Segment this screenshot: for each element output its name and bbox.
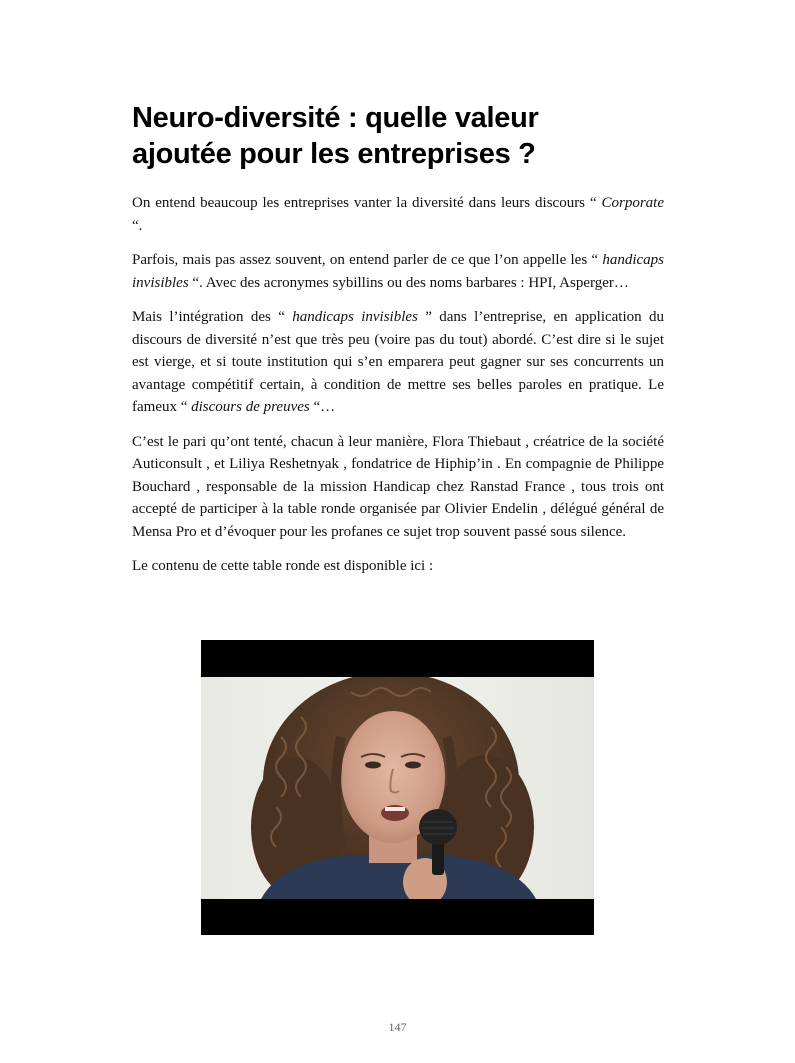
paragraph-2-text-a: Parfois, mais pas assez souvent, on entend parler de ce que l’on appelle les “	[132, 252, 603, 268]
title-line-1: Neuro-diversité : quelle valeur	[132, 102, 539, 134]
speaker-photo-illustration	[201, 677, 594, 899]
paragraph-4: C’est le pari qu’ont tenté, chacun à leur manière, Flora Thiebaut , créatrice de la société Auticonsult , et Liliya Reshetnyak , fondatrice de Hiphip’in . En compagnie de Philippe Bouchard , responsable de la mission Handicap chez Ranstad France , tous trois ont accepté de participer à la table ronde organisée par Olivier Endelin , délégué général de Mensa Pro et d’évoquer pour les profanes ce sujet trop souvent passé sous silence.	[132, 433, 664, 540]
video-thumbnail[interactable]	[201, 640, 594, 935]
paragraph-3-text-a: Mais l’intégration des “	[132, 309, 293, 325]
paragraph-1-text-a: On entend beaucoup les entreprises vanter la diversité dans leurs discours “	[132, 195, 602, 211]
page-number: 147	[388, 1020, 407, 1034]
paragraph-3-emphasis-2: discours de preuves	[191, 399, 310, 415]
paragraph-3-text-b: ” dans l’entreprise, en application du discours de diversité n’est que très peu (voire pas du tout) abordé. C’est dire si le sujet est vierge, et si toute institution qui s’en emparera peut gagner sur ses concurrents un avantage compétitif certain, à condition de mettre ses belles paroles en pratique. Le fameux “	[132, 309, 664, 415]
paragraph-5: Le contenu de cette table ronde est disponible ici :	[132, 558, 434, 574]
paragraph-3	[132, 306, 664, 419]
paragraph-1-emphasis: Corporate	[601, 195, 664, 211]
paragraph-2	[132, 249, 664, 294]
paragraph-3-emphasis-1: handicaps invisibles	[292, 309, 418, 325]
paragraph-2-emphasis: handicaps invisibles	[132, 252, 664, 291]
page-title	[132, 100, 664, 172]
paragraph-2-text-b: “. Avec des acronymes sybillins ou des noms barbares : HPI, Asperger…	[188, 274, 629, 291]
video-frame	[201, 677, 594, 899]
paragraph-3-text-c: “…	[309, 399, 336, 415]
title-line-2: ajoutée pour les entreprises ?	[132, 138, 536, 170]
paragraph-1	[132, 192, 664, 237]
paragraph-1-text-b: “.	[132, 217, 143, 234]
article	[132, 100, 664, 590]
